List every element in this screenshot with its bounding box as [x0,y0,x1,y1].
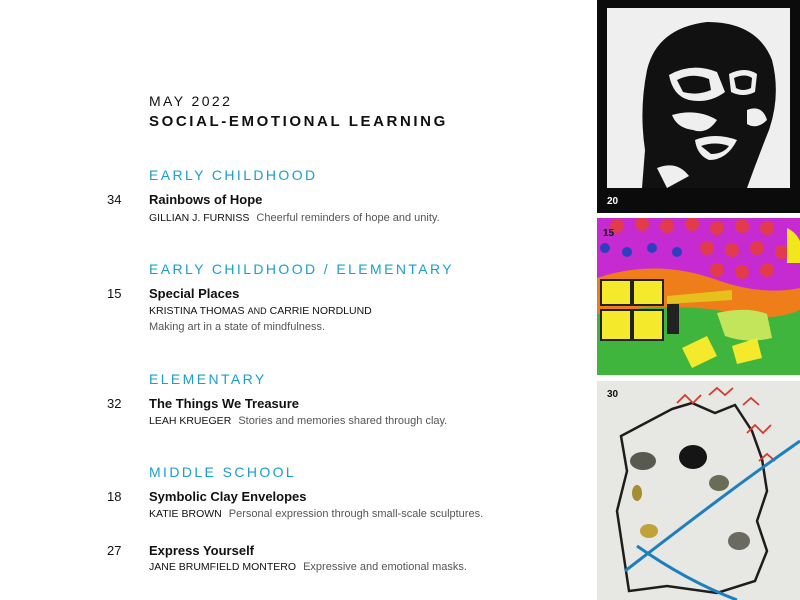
artwork-photo-print-portrait[interactable] [597,0,800,213]
section-title: ELEMENTARY [149,371,267,387]
photo-number: 20 [607,196,619,207]
embroidered-map-image [597,381,800,600]
portrait-print-image [597,0,800,213]
photo-number: 15 [603,228,615,239]
article-title[interactable]: The Things We Treasure [149,396,300,411]
article-description: Cheerful reminders of hope and unity. [256,212,440,224]
article-author: KRISTINA THOMAS [149,305,245,317]
section-title: MIDDLE SCHOOL [149,464,297,480]
photo-number: 30 [607,389,619,400]
article-author: JANE BRUMFIELD MONTERO [149,561,297,573]
artwork-photo-collage-landscape[interactable] [597,218,800,375]
article-description: Making art in a state of mindfulness. [149,321,326,333]
article-description: Expressive and emotional masks. [303,561,467,573]
article-description: Personal expression through small-scale sculptures. [228,508,484,520]
article-title[interactable]: Symbolic Clay Envelopes [149,489,307,504]
page-number: 18 [107,489,122,504]
article-author: CARRIE NORDLUND [269,305,372,317]
issue-date: MAY 2022 [149,93,233,109]
article-title[interactable]: Rainbows of Hope [149,192,263,207]
article-description: Stories and memories shared through clay. [238,415,448,427]
issue-theme: SOCIAL-EMOTIONAL LEARNING [149,113,448,130]
section-title: EARLY CHILDHOOD [149,167,318,183]
article-author: GILLIAN J. FURNISS [149,212,250,224]
page-number: 15 [107,286,122,301]
article-meta [149,212,440,224]
article-meta [149,561,467,573]
page-number: 27 [107,543,122,558]
page-number: 34 [107,192,122,207]
author-joiner: AND [247,306,267,316]
article-meta [149,305,372,317]
page-number: 32 [107,396,122,411]
article-title[interactable]: Express Yourself [149,543,255,558]
section-title: EARLY CHILDHOOD / ELEMENTARY [149,261,455,277]
article-meta [149,508,483,520]
article-author: LEAH KRUEGER [149,415,232,427]
article-meta [149,415,447,427]
article-title[interactable]: Special Places [149,286,240,301]
artwork-photo-embroidered-map[interactable] [597,381,800,600]
article-author: KATIE BROWN [149,508,222,520]
collage-landscape-image [597,218,800,375]
